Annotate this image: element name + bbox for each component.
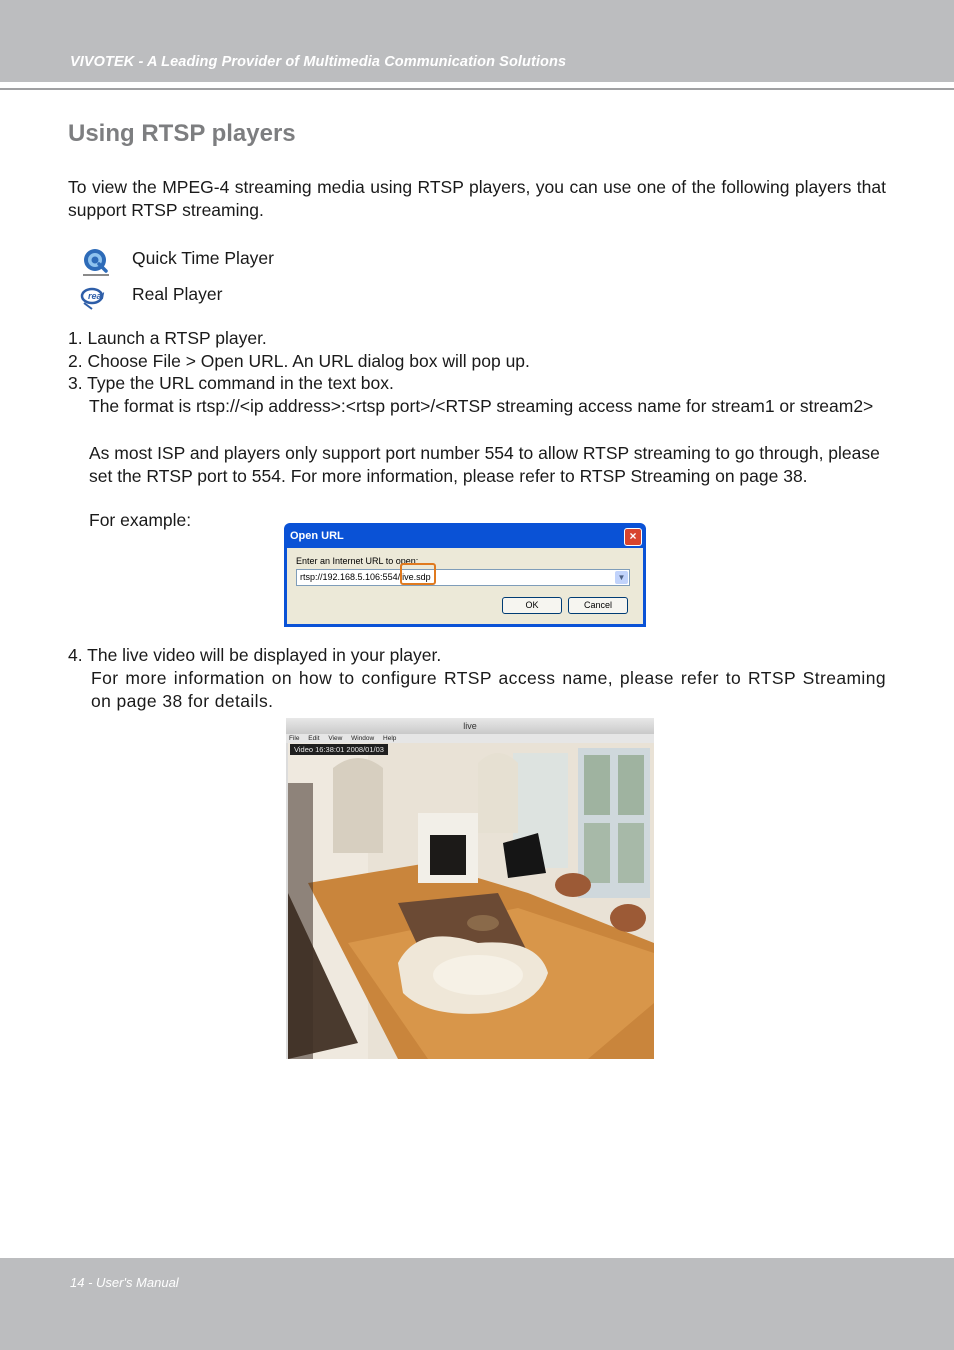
page-title: Using RTSP players [68, 120, 296, 147]
menu-item-edit[interactable]: Edit [308, 735, 320, 742]
dialog-title: Open URL [290, 530, 344, 542]
intro-paragraph: To view the MPEG-4 streaming media using RTSP players, you can use one of the following players that support RTSP streaming. [68, 177, 886, 220]
video-timestamp-overlay: Video 16:38:01 2008/01/03 [290, 744, 388, 755]
menu-item-window[interactable]: Window [351, 735, 375, 742]
realplayer-icon [80, 282, 112, 314]
step-4-more: For more information on how to configure RTSP access name, please refer to RTSP Streaming on page 38 for details. [91, 668, 886, 711]
dialog-body [287, 548, 643, 624]
chevron-down-icon[interactable]: ▼ [615, 571, 628, 584]
page-footer: 14 - User's Manual [70, 1275, 179, 1290]
url-input[interactable] [296, 569, 630, 586]
player-menu-bar [286, 734, 654, 743]
close-icon[interactable]: × [624, 528, 642, 546]
step-3: 3. Type the URL command in the text box. [68, 373, 394, 393]
step-4: 4. The live video will be displayed in your player. [68, 645, 442, 665]
player-item-quicktime [80, 246, 380, 278]
step-3-note: As most ISP and players only support port number 554 to allow RTSP streaming to go through, please set the RTSP port to 554. For more information, please refer to RTSP Streaming on page 38. [89, 443, 880, 486]
open-url-dialog [284, 523, 646, 627]
cancel-button[interactable]: Cancel [568, 597, 628, 614]
url-highlight [400, 563, 436, 585]
step-3-format: The format is rtsp://<ip address>:<rtsp port>/<RTSP streaming access name for stream1 or stream2> [89, 396, 874, 416]
step-3-example: For example: [89, 510, 192, 530]
live-video-frame [288, 743, 654, 1059]
live-player-window [286, 718, 654, 1059]
url-value: rtsp://192.168.5.106:554/live.sdp [300, 572, 431, 582]
footer-band [0, 1258, 954, 1350]
dialog-prompt: Enter an Internet URL to open: [296, 556, 419, 566]
menu-item-file[interactable]: File [289, 735, 300, 742]
menu-item-help[interactable]: Help [383, 735, 397, 742]
ok-button[interactable]: OK [502, 597, 562, 614]
step-2: 2. Choose File > Open URL. An URL dialog box will pop up. [68, 351, 530, 371]
player-window-title: live [286, 718, 654, 734]
player-label: Real Player [132, 284, 223, 304]
header-divider [0, 88, 954, 90]
header-tagline: VIVOTEK - A Leading Provider of Multimedia Communication Solutions [70, 54, 567, 70]
player-item-realplayer [80, 282, 380, 314]
menu-item-view[interactable]: View [328, 735, 343, 742]
svg-text:real: real [88, 291, 105, 301]
player-label: Quick Time Player [132, 248, 274, 268]
quicktime-icon [80, 246, 112, 278]
step-1: 1. Launch a RTSP player. [68, 328, 267, 348]
